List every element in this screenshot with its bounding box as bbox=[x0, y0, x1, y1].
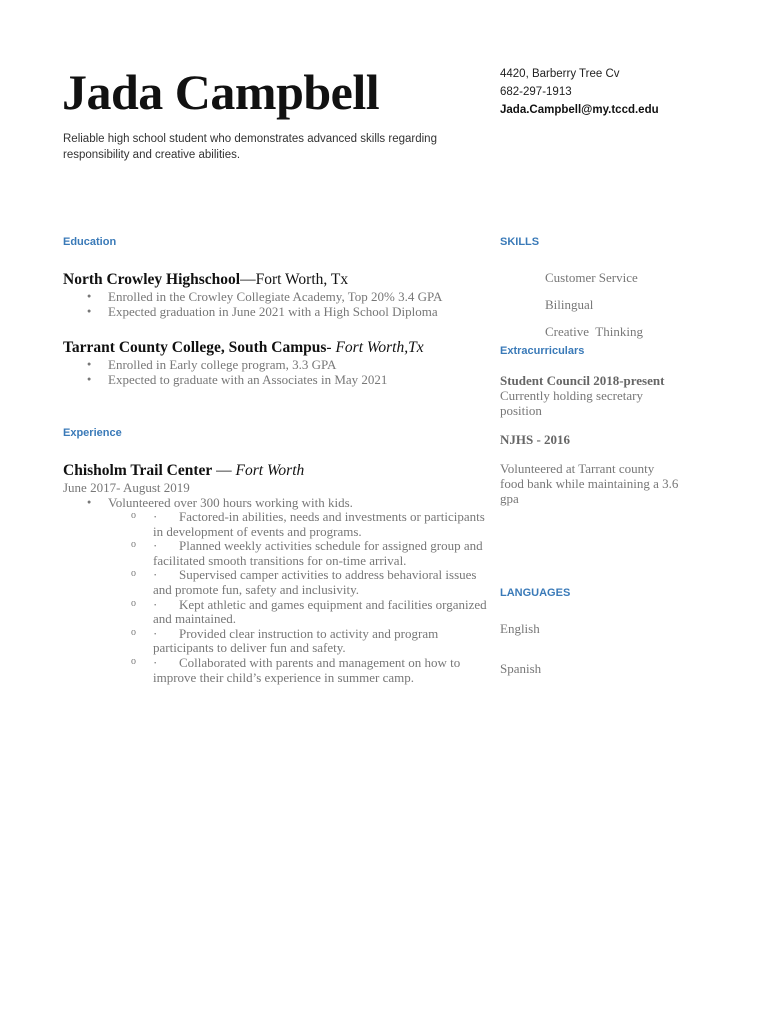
languages-heading: LANGUAGES bbox=[500, 587, 571, 599]
phone: 682-297-1913 bbox=[500, 86, 572, 98]
extracurriculars-heading: Extracurriculars bbox=[500, 345, 585, 357]
sub-list-item: o · Kept athletic and games equipment and facilities organized and maintained. bbox=[63, 598, 493, 627]
school-1 bbox=[63, 271, 493, 319]
school-location: Fort Worth,Tx bbox=[335, 339, 424, 356]
activity-description: Currently holding secretary position bbox=[500, 388, 643, 418]
separator: — bbox=[212, 462, 236, 479]
list-item: ● Enrolled in Early college program, 3.3 GPA bbox=[63, 357, 493, 372]
skill-item: Creative Thinking bbox=[545, 324, 643, 339]
activity-description: Volunteered at Tarrant county food bank while maintaining a 3.6 gpa bbox=[500, 461, 679, 506]
list-item: ● Expected graduation in June 2021 with a High School Diploma bbox=[63, 304, 493, 319]
list-item: ● Expected to graduate with an Associates in May 2021 bbox=[63, 372, 493, 387]
language-item: English bbox=[500, 621, 540, 636]
school-location: Fort Worth, Tx bbox=[255, 271, 349, 288]
activity-title: Student Council 2018-present bbox=[500, 373, 665, 388]
sub-list-item: o · Factored-in abilities, needs and investments or participants in development of events and programs. bbox=[63, 510, 493, 539]
skill-item: Bilingual bbox=[545, 297, 594, 312]
summary: Reliable high school student who demonstrates advanced skills regarding responsibility and creative abilities. bbox=[63, 133, 437, 161]
extracurricular-student-council bbox=[500, 373, 675, 418]
job-1 bbox=[63, 462, 503, 685]
sub-list-item: o · Supervised camper activities to address behavioral issues and promote fun, safety and inclusivity. bbox=[63, 568, 493, 597]
job-name: Chisholm Trail Center bbox=[63, 462, 213, 479]
list-item: ● Volunteered over 300 hours working with kids. bbox=[63, 495, 503, 510]
address: 4420, Barberry Tree Cv bbox=[500, 68, 620, 80]
school-2 bbox=[63, 339, 493, 387]
sub-list-item: o · Planned weekly activities schedule for assigned group and facilitated smooth transitions for on-time arrival. bbox=[63, 539, 493, 568]
job-dates: June 2017- August 2019 bbox=[63, 480, 190, 495]
sub-list-item: o · Collaborated with parents and management on how to improve their child’s experience in summer camp. bbox=[63, 656, 493, 685]
job-location: Fort Worth bbox=[235, 462, 305, 479]
activity-title: NJHS - 2016 bbox=[500, 432, 571, 447]
skills-heading: SKILLS bbox=[500, 236, 540, 248]
separator: — bbox=[240, 271, 256, 288]
separator: - bbox=[326, 339, 336, 356]
sub-list-item: o · Provided clear instruction to activity and program participants to deliver fun and safety. bbox=[63, 627, 493, 656]
education-heading: Education bbox=[63, 236, 117, 248]
school-name: Tarrant County College, South Campus bbox=[63, 339, 327, 356]
skill-item: Customer Service bbox=[545, 270, 638, 285]
list-item: ● Enrolled in the Crowley Collegiate Academy, Top 20% 3.4 GPA bbox=[63, 289, 493, 304]
language-item: Spanish bbox=[500, 661, 542, 676]
experience-heading: Experience bbox=[63, 427, 122, 439]
resume-name: Jada Campbell bbox=[62, 64, 380, 120]
email: Jada.Campbell@my.tccd.edu bbox=[500, 104, 659, 116]
school-name: North Crowley Highschool bbox=[63, 271, 241, 288]
contact-block bbox=[500, 65, 659, 119]
